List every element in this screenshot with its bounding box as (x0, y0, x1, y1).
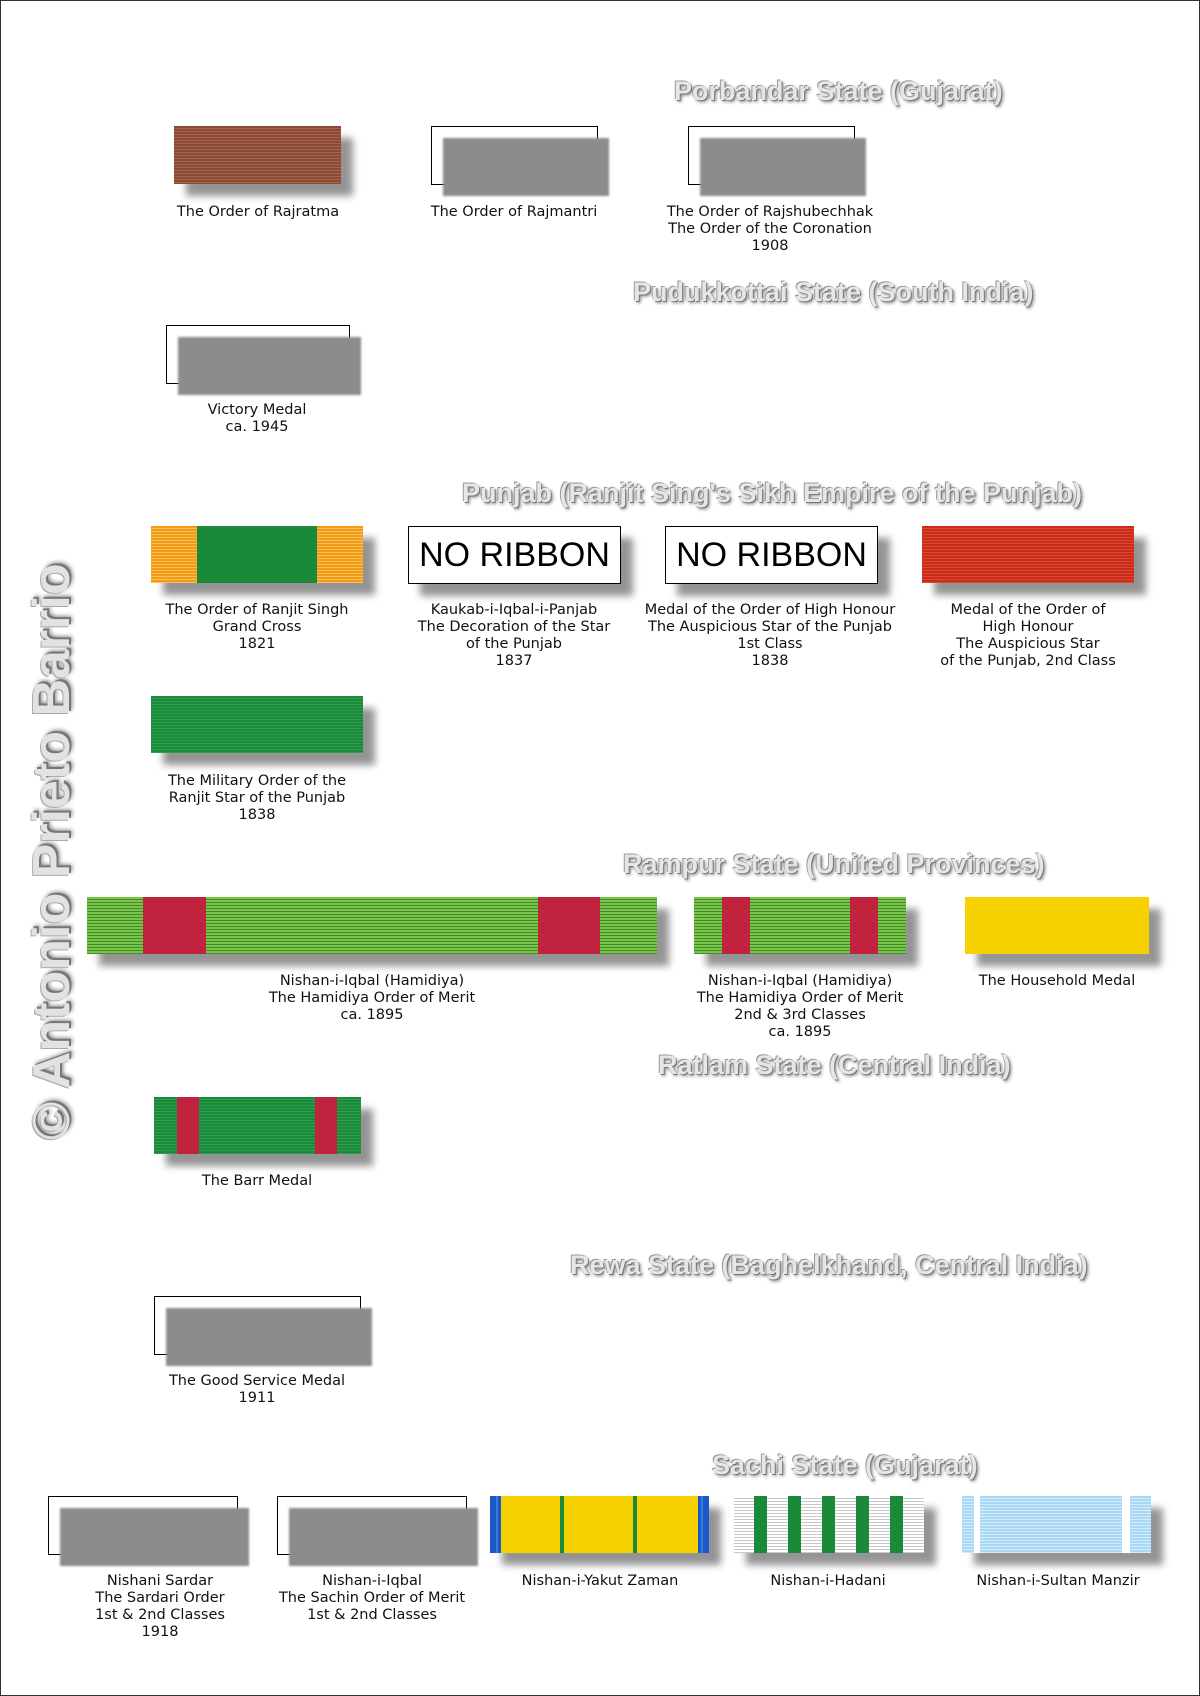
heading-punjab: Punjab (Ranjit Sing's Sikh Empire of the Punjab) (462, 478, 1082, 508)
caption-good-service: The Good Service Medal 1911 (168, 1373, 346, 1406)
caption-sachin-order: Nishan-i-Iqbal The Sachin Order of Merit 1st & 2nd Classes (278, 1573, 466, 1623)
caption-ranjit-singh: The Order of Ranjit Singh Grand Cross 1821 (165, 602, 349, 652)
ribbon-sultan-manzir (962, 1496, 1151, 1553)
heading-pudukkottai: Pudukkottai State (South India) (633, 277, 1034, 307)
no-ribbon-kaukab: NO RIBBON (408, 526, 621, 584)
ribbon-rajratma (174, 126, 341, 184)
ribbon-high-honour-2 (922, 526, 1134, 583)
ribbon-nishani-sardar-unknown (48, 1496, 238, 1555)
ribbon-rajmantri-unknown (431, 126, 598, 185)
caption-rajmantri: The Order of Rajmantri (430, 204, 598, 220)
no-ribbon-high-honour-1: NO RIBBON (665, 526, 878, 584)
ribbon-ranjit-singh (151, 526, 363, 583)
caption-sultan-manzir: Nishan-i-Sultan Manzir (976, 1573, 1140, 1589)
caption-rajshubechhak: The Order of Rajshubechhak The Order of the Coronation 1908 (666, 204, 874, 254)
heading-porbandar: Porbandar State (Gujarat) (674, 76, 1003, 106)
caption-victory: Victory Medal ca. 1945 (207, 402, 307, 435)
caption-military-order: The Military Order of the Ranjit Star of the Punjab 1838 (167, 773, 347, 823)
caption-kaukab: Kaukab-i-Iqbal-i-Panjab The Decoration of the Star of the Punjab 1837 (417, 602, 611, 669)
ribbon-sachin-order-unknown (277, 1496, 467, 1555)
caption-hadani: Nishan-i-Hadani (770, 1573, 886, 1589)
heading-ratlam: Ratlam State (Central India) (658, 1050, 1011, 1080)
caption-hamidiya-large: Nishan-i-Iqbal (Hamidiya) The Hamidiya Order of Merit ca. 1895 (268, 973, 476, 1023)
copyright-watermark: © Antonio Prieto Barrio (23, 563, 81, 1140)
caption-barr: The Barr Medal (201, 1173, 313, 1189)
caption-rajratma: The Order of Rajratma (176, 204, 340, 220)
heading-rampur: Rampur State (United Provinces) (623, 849, 1045, 879)
ribbon-hamidiya-large (87, 897, 657, 954)
caption-high-honour-1: Medal of the Order of High Honour The Auspicious Star of the Punjab 1st Class 1838 (644, 602, 896, 669)
ribbon-yakut-zaman (490, 1496, 709, 1553)
ribbon-hamidiya-small (694, 897, 906, 954)
caption-high-honour-2: Medal of the Order of High Honour The Auspicious Star of the Punjab, 2nd Class (940, 602, 1116, 669)
ribbon-hadani (734, 1496, 924, 1553)
caption-nishani-sardar: Nishani Sardar The Sardari Order 1st & 2nd Classes 1918 (95, 1573, 225, 1640)
ribbon-military-order (151, 696, 363, 753)
heading-sachi: Sachi State (Gujarat) (712, 1450, 978, 1480)
heading-rewa: Rewa State (Baghelkhand, Central India) (570, 1250, 1088, 1280)
caption-hamidiya-small: Nishan-i-Iqbal (Hamidiya) The Hamidiya Order of Merit 2nd & 3rd Classes ca. 1895 (696, 973, 904, 1040)
caption-yakut-zaman: Nishan-i-Yakut Zaman (521, 1573, 679, 1589)
caption-household: The Household Medal (978, 973, 1136, 989)
ribbon-household (965, 897, 1149, 954)
ribbon-good-service-unknown (154, 1296, 361, 1355)
ribbon-rajshubechhak-unknown (688, 126, 855, 185)
ribbon-victory-unknown (166, 325, 350, 384)
ribbon-barr (154, 1097, 361, 1154)
